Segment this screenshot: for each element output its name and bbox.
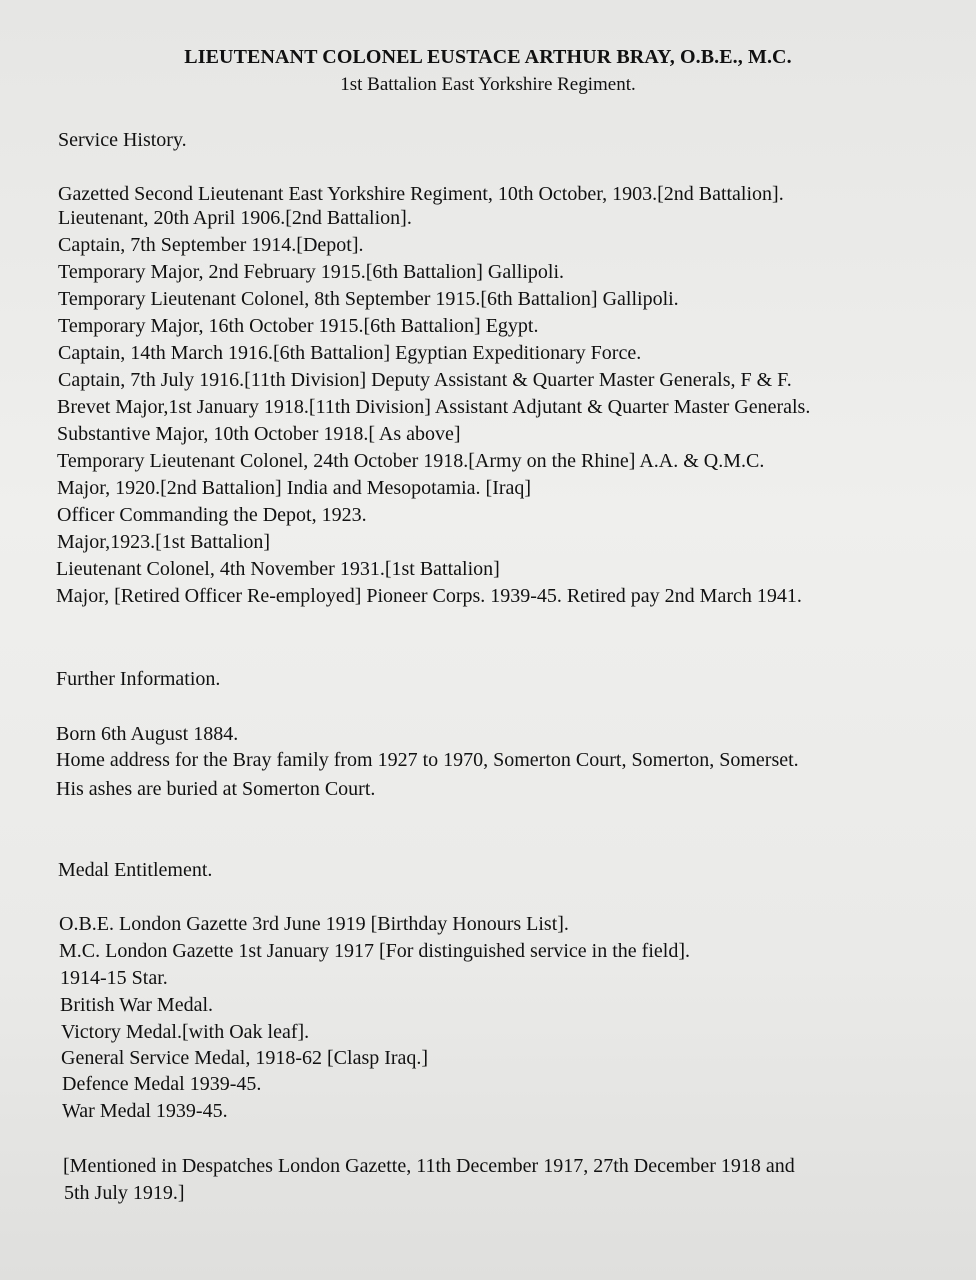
- service-line: Major, 1920.[2nd Battalion] India and Mesopotamia. [Iraq]: [57, 477, 532, 499]
- despatches-note-line: [Mentioned in Despatches London Gazette, 11th December 1917, 27th December 1918 and: [63, 1155, 795, 1177]
- service-line: Gazetted Second Lieutenant East Yorkshire Regiment, 10th October, 1903.[2nd Battalion].: [58, 183, 784, 205]
- service-line: Brevet Major,1st January 1918.[11th Division] Assistant Adjutant & Quarter Master Generals.: [57, 396, 811, 418]
- medal-entitlement-heading: Medal Entitlement.: [58, 859, 213, 881]
- medal-line: War Medal 1939-45.: [62, 1100, 228, 1122]
- service-line: Major, [Retired Officer Re-employed] Pioneer Corps. 1939-45. Retired pay 2nd March 1941.: [56, 585, 802, 607]
- medal-line: Victory Medal.[with Oak leaf].: [61, 1021, 310, 1043]
- service-line: Substantive Major, 10th October 1918.[ As above]: [57, 423, 461, 445]
- service-line: Captain, 7th July 1916.[11th Division] Deputy Assistant & Quarter Master Generals, F & F.: [58, 369, 792, 391]
- service-line: Officer Commanding the Depot, 1923.: [57, 504, 367, 526]
- page-title: LIEUTENANT COLONEL EUSTACE ARTHUR BRAY, O.B.E., M.C.: [184, 46, 792, 68]
- service-line: Captain, 14th March 1916.[6th Battalion] Egyptian Expeditionary Force.: [58, 342, 642, 364]
- further-information-heading: Further Information.: [56, 668, 221, 690]
- service-line: Temporary Major, 16th October 1915.[6th Battalion] Egypt.: [58, 315, 539, 337]
- medal-line: M.C. London Gazette 1st January 1917 [For distinguished service in the field].: [59, 940, 690, 962]
- service-line: Temporary Major, 2nd February 1915.[6th Battalion] Gallipoli.: [58, 261, 565, 283]
- service-line: Major,1923.[1st Battalion]: [57, 531, 271, 553]
- despatches-note-line: 5th July 1919.]: [64, 1182, 185, 1204]
- medal-line: 1914-15 Star.: [60, 967, 168, 989]
- service-line: Lieutenant Colonel, 4th November 1931.[1st Battalion]: [56, 558, 500, 580]
- further-line: Born 6th August 1884.: [56, 723, 239, 745]
- service-history-heading: Service History.: [58, 129, 187, 151]
- medal-line: General Service Medal, 1918-62 [Clasp Iraq.]: [61, 1047, 429, 1069]
- medal-line: Defence Medal 1939-45.: [62, 1073, 262, 1095]
- medal-line: British War Medal.: [60, 994, 213, 1016]
- page-subtitle: 1st Battalion East Yorkshire Regiment.: [340, 74, 636, 95]
- further-line: His ashes are buried at Somerton Court.: [56, 778, 376, 800]
- further-line: Home address for the Bray family from 1927 to 1970, Somerton Court, Somerton, Somerset.: [56, 749, 799, 771]
- service-line: Captain, 7th September 1914.[Depot].: [58, 234, 364, 256]
- service-line: Temporary Lieutenant Colonel, 24th October 1918.[Army on the Rhine] A.A. & Q.M.C.: [57, 450, 765, 472]
- service-line: Lieutenant, 20th April 1906.[2nd Battalion].: [58, 207, 412, 229]
- service-line: Temporary Lieutenant Colonel, 8th September 1915.[6th Battalion] Gallipoli.: [58, 288, 679, 310]
- medal-line: O.B.E. London Gazette 3rd June 1919 [Birthday Honours List].: [59, 913, 569, 935]
